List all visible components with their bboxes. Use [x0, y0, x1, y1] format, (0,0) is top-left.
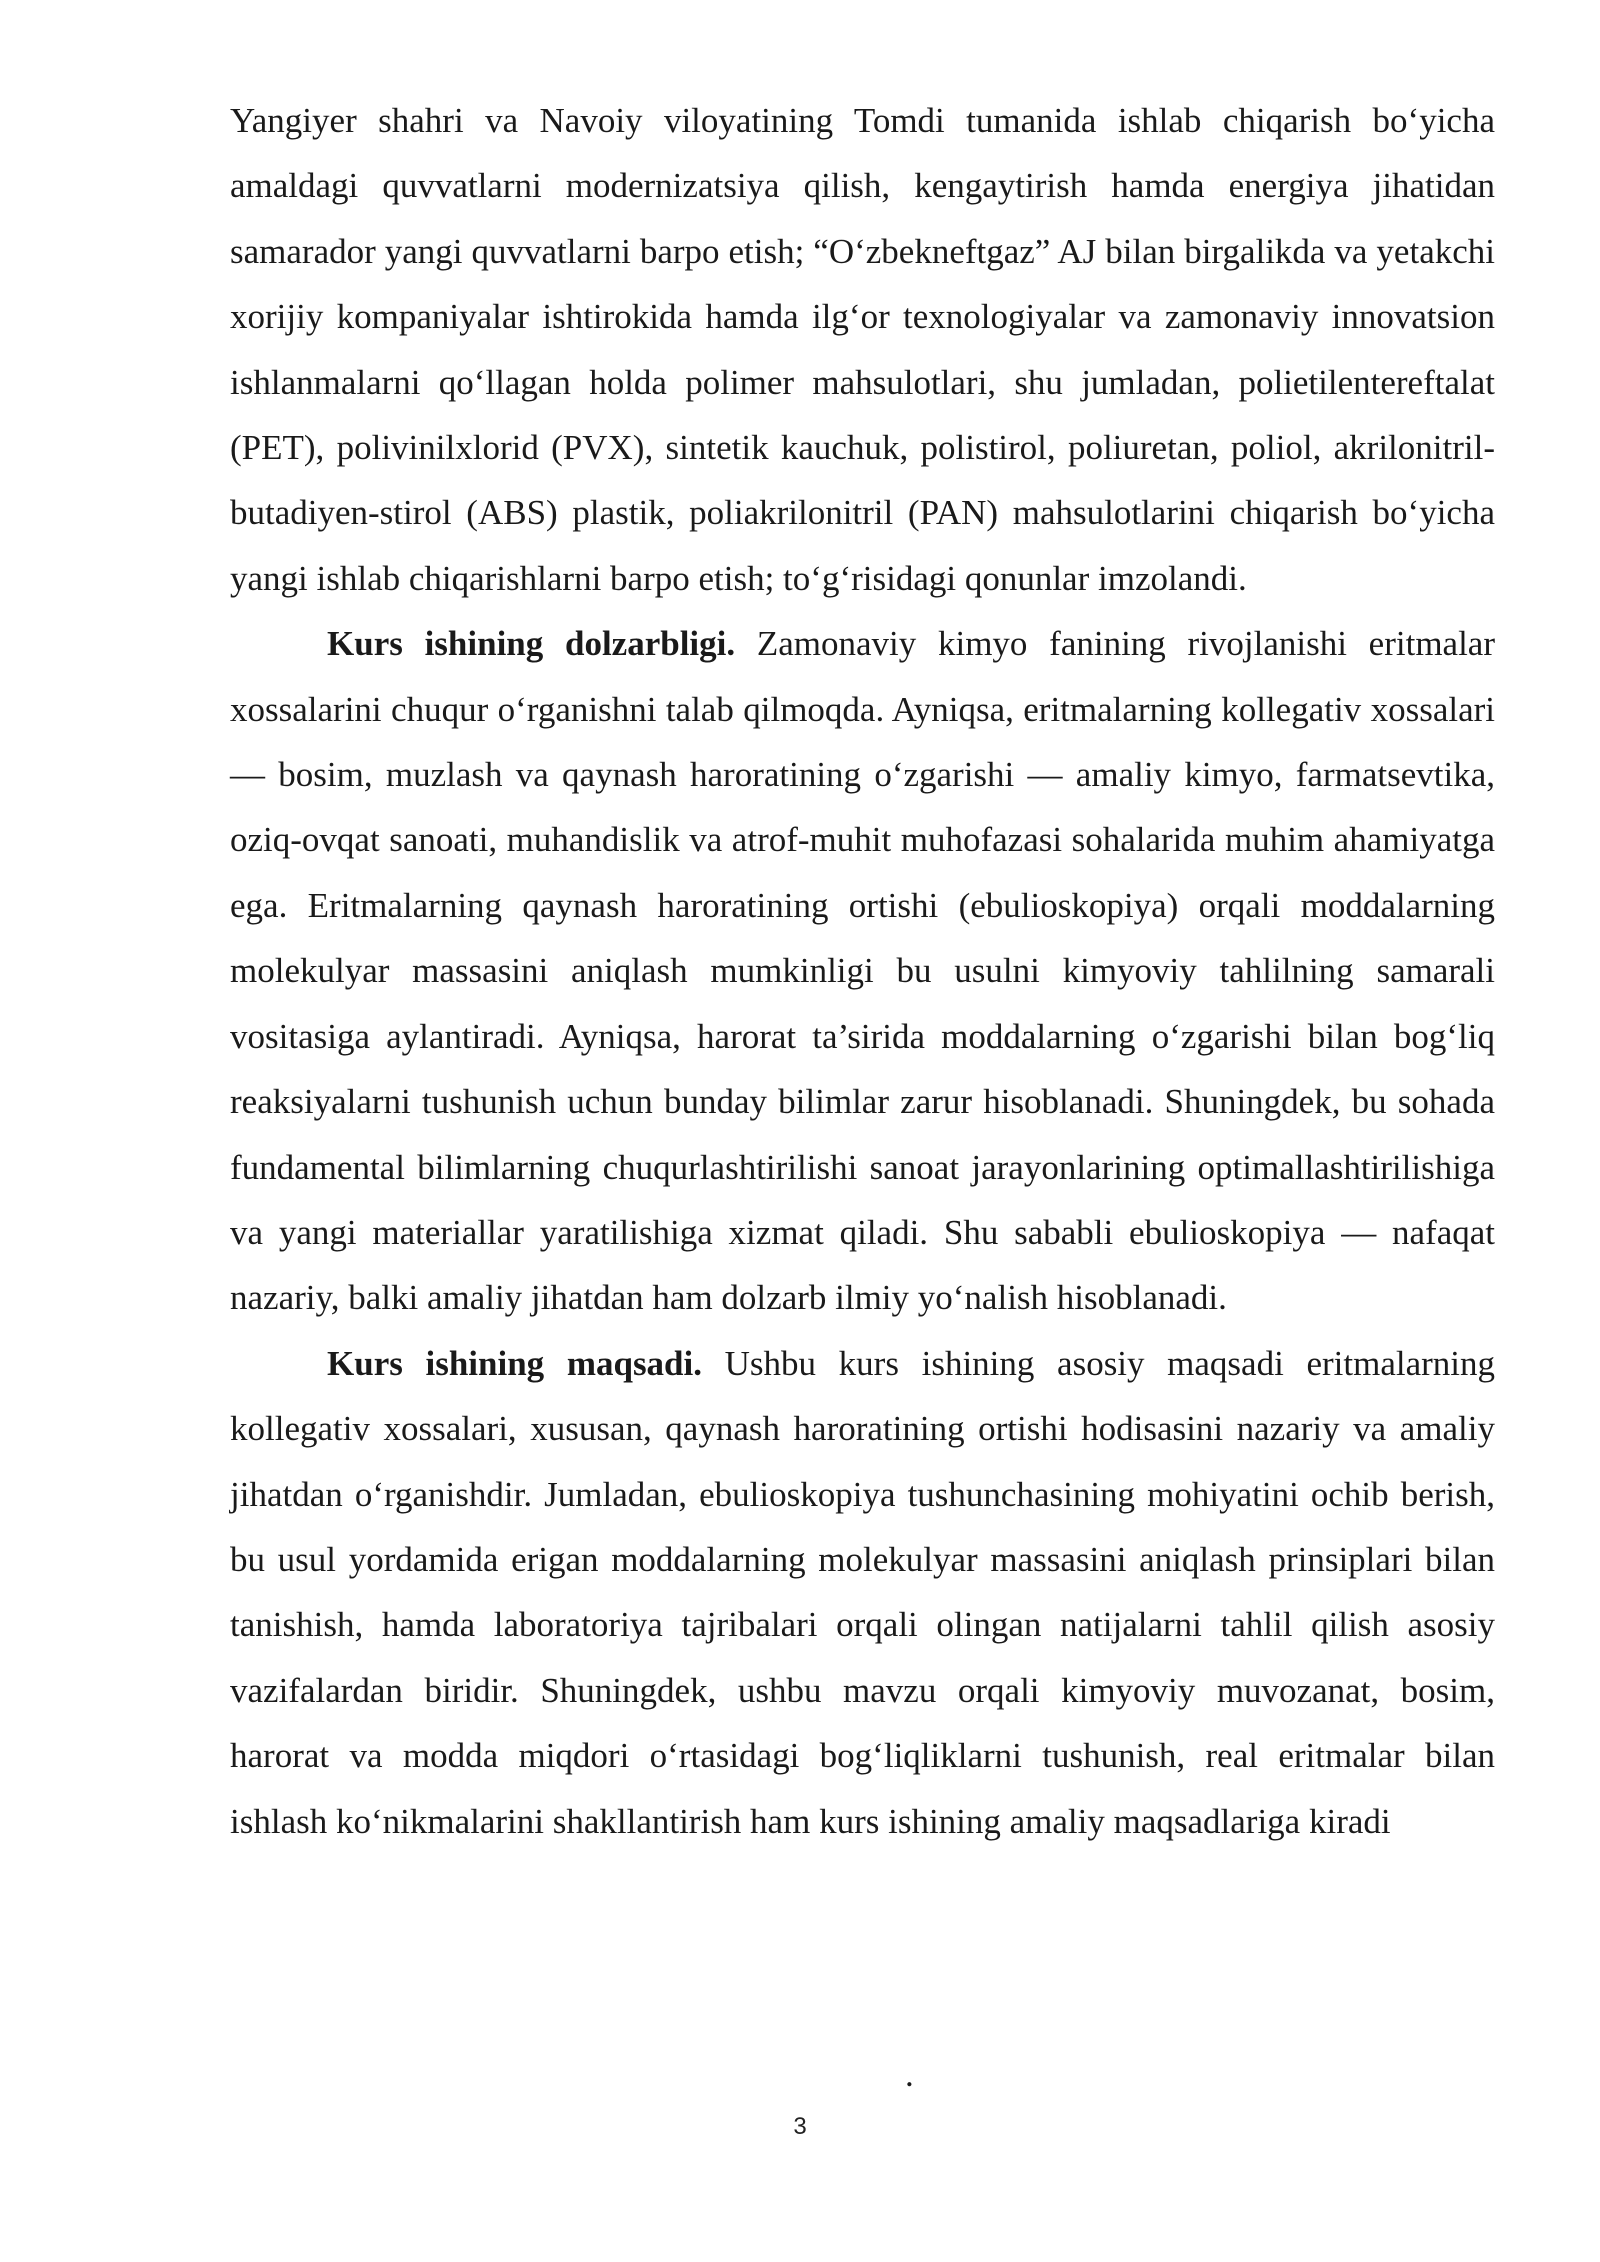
relevance-heading: Kurs ishining dolzarbligi. [327, 624, 736, 664]
stray-dot-mark: . [905, 2055, 914, 2094]
paragraph-goal [230, 1331, 1495, 1854]
goal-text: Ushbu kurs ishining asosiy maqsadi eritmalarning kollegativ xossalari, xususan, qaynash haroratining ortishi hodisasini nazariy va amaliy jihatdan o‘rganishdir. Jumladan, ebulioskopiya tushunchasining mohiyatini ochib berish, bu usul yordamida erigan moddalarning molekulyar massasini aniqlash prinsiplari bilan tanishish, hamda laboratoriya tajribalari orqali olingan natijalarni tahlil qilish asosiy vazifalardan biridir. Shuningdek, ushbu mavzu orqali kimyoviy muvozanat, bosim, harorat va modda miqdori o‘rtasidagi bog‘liqliklarni tushunish, real eritmalar bilan ishlash ko‘nikmalarini shakllantirish ham kurs ishining amaliy maqsadlariga kiradi [230, 1343, 1495, 1841]
page-number: 3 [793, 2113, 807, 2140]
goal-heading: Kurs ishining maqsadi. [327, 1343, 702, 1383]
relevance-text: Zamonaviy kimyo fanining rivojlanishi eritmalar xossalarini chuqur o‘rganishni talab qilmoqda. Ayniqsa, eritmalarning kollegativ xossalari — bosim, muzlash va qaynash haroratining o‘zgarishi — amaliy kimyo, farmatsevtika, oziq-ovqat sanoati, muhandislik va atrof-muhit muhofazasi sohalarida muhim ahamiyatga ega. Eritmalarning qaynash haroratining ortishi (ebulioskopiya) orqali moddalarning molekulyar massasini aniqlash mumkinligi bu usulni kimyoviy tahlilning samarali vositasiga aylantiradi. Ayniqsa, harorat ta’sirida moddalarning o‘zgarishi bilan bog‘liq reaksiyalarni tushunish uchun bunday bilimlar zarur hisoblanadi. Shuningdek, bu sohada fundamental bilimlarning chuqurlashtirilishi sanoat jarayonlarining optimallashtirilishiga va yangi materiallar yaratilishiga xizmat qiladi. Shu sababli ebulioskopiya — nafaqat nazariy, balki amaliy jihatdan ham dolzarb ilmiy yo‘nalish hisoblanadi. [230, 624, 1495, 1318]
paragraph-laws-text: Yangiyer shahri va Navoiy viloyatining Tomdi tumanida ishlab chiqarish bo‘yicha amaldagi quvvatlarni modernizatsiya qilish, kengaytirish hamda energiya jihatidan samarador yangi quvvatlarni barpo etish; “O‘zbekneftgaz” AJ bilan birgalikda va yetakchi xorijiy kompaniyalar ishtirokida hamda ilg‘or texnologiyalar va zamonaviy innovatsion ishlanmalarni qo‘llagan holda polimer mahsulotlari, shu jumladan, polietilentereftalat (PET), polivinilxlorid (PVX), sintetik kauchuk, polistirol, poliuretan, poliol, akrilonitril-butadiyen-stirol (ABS) plastik, poliakrilonitril (PAN) mahsulotlarini chiqarish bo‘yicha yangi ishlab chiqarishlarni barpo etish; to‘g‘risidagi qonunlar imzolandi. [230, 101, 1495, 598]
paragraph-laws [230, 88, 1495, 611]
document-body [230, 88, 1495, 1854]
paragraph-relevance [230, 611, 1495, 1330]
